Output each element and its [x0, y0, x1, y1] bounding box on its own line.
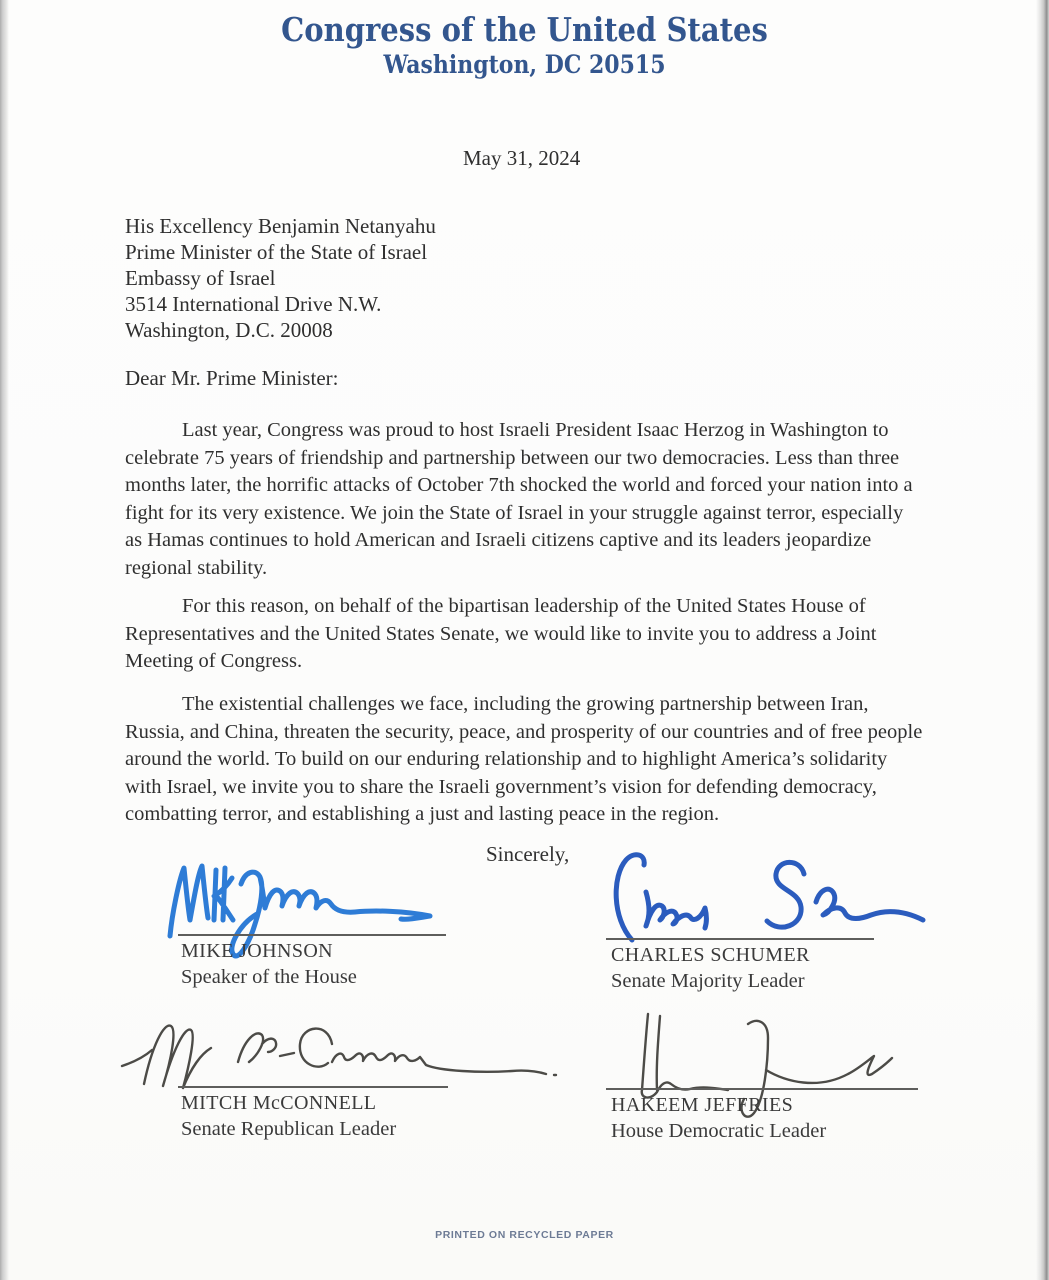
paragraph-line: Last year, Congress was proud to host Israeli President Isaac Herzog in Washington to: [182, 419, 889, 441]
paragraph-line: regional stability.: [125, 556, 268, 579]
paragraph-line: fight for its very existence. We join the State of Israel in your struggle against terror, especially: [125, 501, 904, 524]
signature-line: [178, 934, 446, 936]
paragraph-line: Russia, and China, threaten the security, peace, and prosperity of our countries and of free people: [125, 720, 923, 743]
body-paragraph-1: [125, 417, 913, 582]
paragraph-line: The existential challenges we face, including the growing partnership between Iran,: [182, 693, 869, 715]
letterhead-address: Washington, DC 20515: [383, 50, 666, 79]
closing: Sincerely,: [486, 842, 570, 866]
mitch-mcconnell-signature: [118, 1016, 560, 1091]
signer-title: Senate Republican Leader: [181, 1118, 397, 1140]
paragraph-line: combatting terror, and establishing a just and lasting peace in the region.: [125, 803, 720, 825]
signer-name: MITCH McCONNELL: [181, 1092, 377, 1114]
paragraph-line: as Hamas continues to hold American and Israeli citizens captive and its leaders jeopardize: [125, 529, 872, 551]
recipient-address: [125, 213, 436, 343]
charles-schumer-signature: [604, 850, 929, 945]
address-line: 3514 International Drive N.W.: [125, 292, 382, 316]
paragraph-line: Representatives and the United States Senate, we would like to invite you to address a Joint: [125, 622, 877, 645]
signer-name: MIKE JOHNSON: [181, 940, 334, 962]
paragraph-line: around the world. To build on our enduring relationship and to highlight America’s solidarity: [125, 748, 888, 770]
paragraph-line: Meeting of Congress.: [125, 650, 303, 672]
letterhead: [0, 10, 1049, 79]
signature-stroke: [616, 855, 923, 940]
letter-date: May 31, 2024: [463, 146, 581, 170]
paragraph-line: celebrate 75 years of friendship and partnership between our two democracies. Less than three: [125, 446, 900, 469]
paragraph-line: months later, the horrific attacks of October 7th shocked the world and forced your nation into a: [125, 474, 913, 496]
signature-stroke: [122, 1026, 556, 1088]
address-line: Prime Minister of the State of Israel: [125, 240, 428, 264]
signature-line: [178, 1086, 448, 1088]
salutation: Dear Mr. Prime Minister:: [125, 366, 339, 390]
letterhead-title: Congress of the United States: [281, 10, 768, 49]
address-line: Embassy of Israel: [125, 266, 276, 290]
body-paragraph-3: [125, 691, 922, 829]
signature-line: [606, 938, 874, 940]
signer-title: Senate Majority Leader: [611, 970, 805, 992]
body-paragraph-2: [125, 593, 877, 676]
photo-right-edge: [1036, 0, 1049, 1280]
address-line: Washington, D.C. 20008: [125, 318, 333, 342]
address-line: His Excellency Benjamin Netanyahu: [125, 214, 436, 238]
signer-title: House Democratic Leader: [611, 1120, 827, 1142]
paragraph-line: For this reason, on behalf of the bipartisan leadership of the United States House of: [182, 595, 866, 617]
signer-name: HAKEEM JEFFRIES: [611, 1094, 794, 1116]
signer-title: Speaker of the House: [181, 966, 357, 988]
signer-name: CHARLES SCHUMER: [611, 944, 810, 966]
signature-line: [606, 1088, 918, 1090]
recycled-paper-note: PRINTED ON RECYCLED PAPER: [435, 1229, 614, 1241]
photo-left-edge: [0, 0, 9, 1280]
paragraph-line: with Israel, we invite you to share the Israeli government’s vision for defending democracy,: [125, 775, 877, 798]
